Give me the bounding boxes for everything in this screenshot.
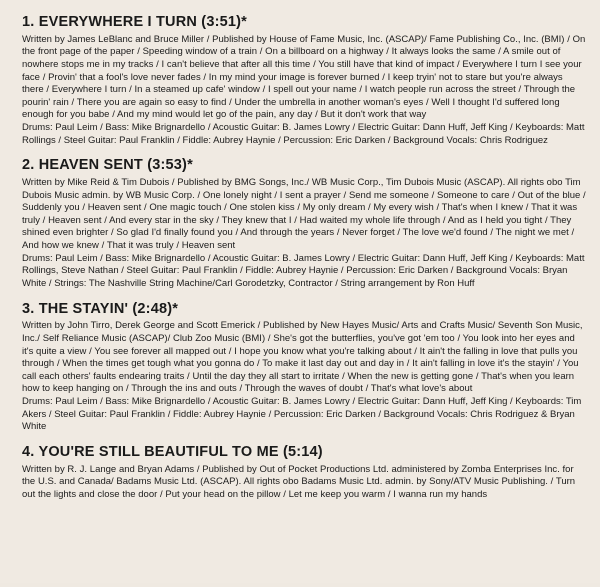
track-personnel: Drums: Paul Leim / Bass: Mike Brignardello / Acoustic Guitar: B. James Lowry / Electric Guitar: Dann Huff, Jeff King / Keyboards: Matt Rollings / Steel Guitar: Paul Franklin / Fiddle: Aubrey Haynie / Percussion: Eric Darken / Background Vocals: Chris Rodriguez [22, 122, 585, 146]
track-personnel: Drums: Paul Leim / Bass: Mike Brignardello / Acoustic Guitar: B. James Lowry / Electric Guitar: Dann Huff, Jeff King / Keyboards: Tim Akers / Steel Guitar: Paul Franklin / Fiddle: Aubrey Haynie / Percussion: Eric Darken / Background Vocals: Chris Rodriguez & Bryan White [22, 396, 582, 433]
track-credits-and-lyrics: Written by R. J. Lange and Bryan Adams / Published by Out of Pocket Productions Ltd. administered by Zomba Enterprises Inc. for the U.S. and Canada/ Badams Music Ltd. (ASCAP). All rights obo Badams Music Ltd. admin. by Sony/ATV Music Publishing. / Turn out the lights and close the door / Put your head on the pillow / Let me keep you warm / I wanna run my hands [22, 463, 576, 500]
track-entry [22, 301, 590, 434]
track-credits-and-lyrics: Written by Mike Reid & Tim Dubois / Published by BMG Songs, Inc./ WB Music Corp., Tim Dubois Music (ASCAP). All rights obo Tim Dubois Music admin. by WB Music Corp. / One lonely night / I sent a prayer / Send me someone / Someone to care / Out of the blue / Suddenly you / Heaven sent / One magic touch / One stolen kiss / My only dream / My every wish / That's when I knew / That it was truly / Heaven sent / And every star in the sky / They knew that I / Had waited my whole life through / And as I held you tight / They shined even brighter / So glad I'd finally found you / And through the years / Never forget / The love we'd found / The night we met / And how we knew / That it was truly / Heaven sent [22, 176, 586, 252]
track-heading: 1. EVERYWHERE I TURN (3:51)* [22, 14, 248, 30]
track-entry [22, 444, 590, 502]
page-bottom-edge [0, 583, 600, 587]
track-heading: 4. YOU'RE STILL BEAUTIFUL TO ME (5:14) [22, 443, 323, 460]
track-personnel: Drums: Paul Leim / Bass: Mike Brignardello / Acoustic Guitar: B. James Lowry / Electric Guitar: Dann Huff, Jeff King / Keyboards: Matt Rollings, Steve Nathan / Steel Guitar: Paul Franklin / Fiddle: Aubrey Haynie / Percussion: Eric Darken / Background Vocals: Bryan White / Strings: The Nashville String Machine/Carl Gorodetzky, Contractor / String arrangement by Ron Huff [22, 252, 585, 289]
track-entry [22, 14, 590, 147]
track-entry [22, 157, 590, 290]
track-heading: 2. HEAVEN SENT (3:53)* [22, 157, 193, 174]
track-heading: 3. THE STAYIN' (2:48)* [22, 300, 179, 317]
track-credits-and-lyrics: Written by John Tirro, Derek George and Scott Emerick / Published by New Hayes Music/ Arts and Crafts Music/ Seventh Son Music, Inc./ Self Reliance Music (ASCAP)/ Club Zoo Music (BMI) / She's got the butterflies, you've got 'em too / You look into her eyes and it's quite a view / You see forever all mapped out / I hope you know what you're talking about / It ain't the falling in love that pulls you through / When the times get tough what you gonna do / To make it last day out and day in / It ain't falling in love it's the stayin' / You call each others' faults endearing traits / Until the day they all start to irritate / When the new is getting gone / That's when you learn how to keep hanging on / Through the ins and outs / Through the waves of doubt / That's what love's about [22, 320, 583, 395]
track-credits-and-lyrics: Written by James LeBlanc and Bruce Miller / Published by House of Fame Music, Inc. (ASCAP)/ Fame Publishing Co., Inc. (BMI) / On the front page of the paper / Speeding window of a train / On a billboard on a highway / It always looks the same / A smile out of nowhere stops me in my tracks / I can't believe that after all this time / You still have that kind of impact / Everywhere I turn I see your face / Provin' that a fool's love never fades / In my mind your image is forever burned / I keep tryin' not to stare but you're always there / Everywhere I turn / In a steamed up cafe' window / I spell out your name / I watch people run across the street / Through the pourin' rain / There you are again so easy to find / Under the umbrella in another woman's eyes / Well I thought I'd suffered long enough for you babe / And my mind would let go of the pain, any day / But it don't work that way [22, 33, 586, 121]
